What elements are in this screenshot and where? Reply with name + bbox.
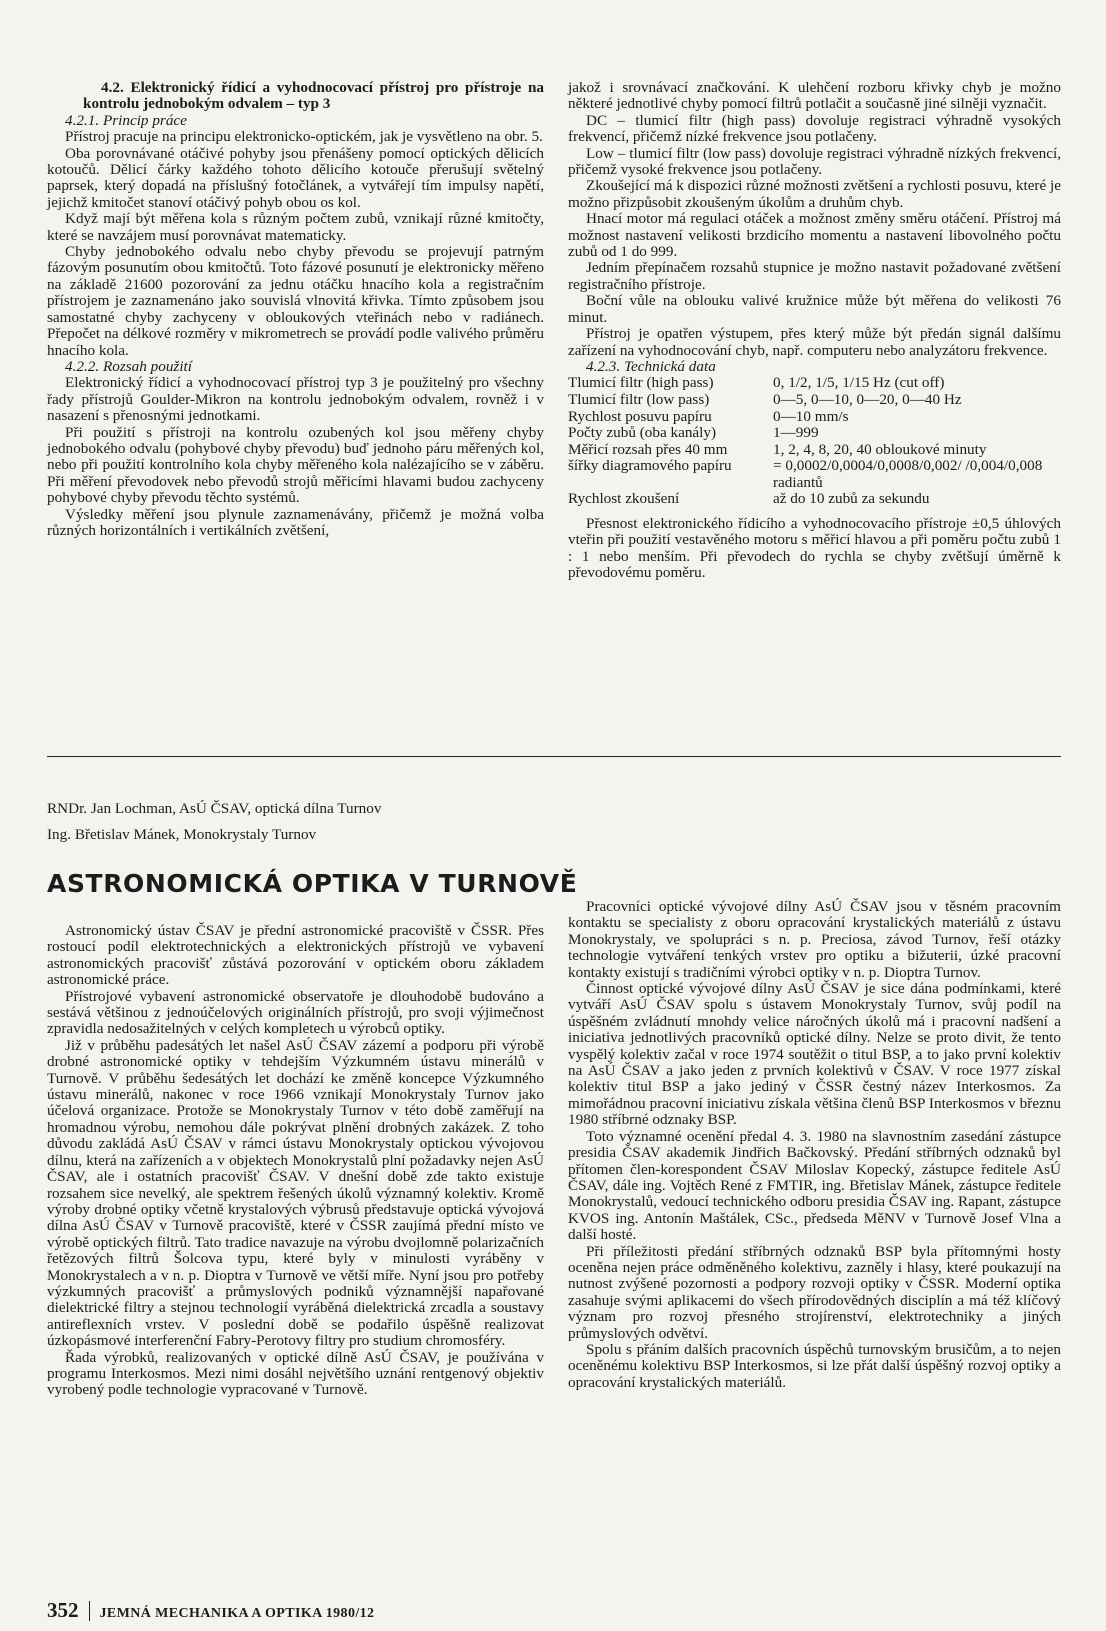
table-row	[568, 425, 1061, 442]
table-cell-value: = 0,0002/0,0004/0,0008/0,002/ /0,004/0,008 radiantů	[773, 457, 1043, 491]
table-row	[568, 392, 1061, 409]
table-row	[568, 458, 1061, 491]
paragraph: Když mají být měřena kola s různým počtem zubů, vznikají různé kmitočty, které se navzájem musí porovnávat matematicky.	[47, 210, 544, 244]
table-cell-value: 1—999	[773, 424, 819, 442]
bottom-left-column	[47, 923, 544, 1399]
paragraph: Přístroj je opatřen výstupem, přes který může být předán signál dalšímu zařízení na vyhodnocování chyb, např. computeru nebo analyzátoru frekvence.	[568, 325, 1061, 359]
paragraph: Přesnost elektronického řídicího a vyhodnocovacího přístroje ±0,5 úhlových vteřin při použití vestavěného motoru s měřicí hlavou a při poměru počtu zubů 1 : 1 nebo menším. Při převodech do rychla se chyby zvětšují úměrně k převodovému poměru.	[568, 515, 1061, 582]
table-row	[568, 491, 1061, 508]
table-cell-label: Rychlost zkoušení	[568, 490, 680, 508]
paragraph: Spolu s přáním dalších pracovních úspěchů turnovským brusičům, a to nejen oceněnému kolektivu BSP Interkosmos, si lze přát další úspěšný rozvoj optiky a opracování krystalických materiálů.	[568, 1340, 1061, 1391]
table-cell-label: Měřicí rozsah přes 40 mm	[568, 440, 728, 458]
paragraph: Zkoušející má k dispozici různé možnosti zvětšení a rychlosti posuvu, které je možno přizpůsobit zkoušeným úkolům a druhům chyb.	[568, 177, 1061, 211]
table-cell-value: 0, 1/2, 1/5, 1/15 Hz (cut off)	[773, 374, 945, 392]
section-divider	[47, 756, 1061, 757]
top-left-column	[47, 80, 544, 539]
technical-data-table	[568, 375, 1061, 508]
paragraph: Astronomický ústav ČSAV je přední astronomické pracoviště v ČSSR. Přes rostoucí podíl elektrotechnických a elektronických přístrojů ve vybavení astronomických pracovišť zůstává pozorování v optickém oboru základem astronomické práce.	[47, 922, 544, 989]
subsection-heading-scope: 4.2.2. Rozsah použití	[65, 357, 192, 375]
table-cell-label: Tlumicí filtr (high pass)	[568, 374, 714, 392]
table-cell-value: 1, 2, 4, 8, 20, 40 obloukové minuty	[773, 440, 987, 458]
table-cell-label: Počty zubů (oba kanály)	[568, 424, 717, 442]
paragraph: Hnací motor má regulaci otáček a možnost změny směru otáčení. Přístroj má možnost nastavení velikosti brzdicího momentu a nastavení libovolného počtu zubů od 1 do 999.	[568, 210, 1061, 261]
top-right-column	[568, 80, 1061, 582]
table-cell-value: 0—10 mm/s	[773, 407, 849, 425]
paragraph: Elektronický řídicí a vyhodnocovací přístroj typ 3 je použitelný pro všechny řady přístrojů Goulder-Mikron na kontrolu jednobokým odvalem, rovněž i v nasazení s přenosnými jednotkami.	[47, 374, 544, 425]
table-cell-label: Tlumicí filtr (low pass)	[568, 390, 710, 408]
table-cell-value: 0—5, 0—10, 0—20, 0—40 Hz	[773, 390, 962, 408]
table-cell-label: Rychlost posuvu papíru	[568, 407, 712, 425]
paragraph: Řada výrobků, realizovaných v optické dílně AsÚ ČSAV, je používána v programu Interkosmos. Mezi nimi dosáhl největšího uznání rentgenový objektiv vyrobený podle technologie vypracované v Turnově.	[47, 1348, 544, 1399]
page-footer	[47, 1598, 374, 1623]
paragraph: Toto významné ocenění předal 4. 3. 1980 na slavnostním zasedání zástupce presidia ČSAV akademik Jindřich Bačkovský. Předání stříbrných odznaků byl přítomen člen-korespondent ČSAV Miloslav Kopecký, zástupce ředitele AsÚ ČSAV, dále ing. Vojtěch René z FMTIR, ing. Břetislav Mánek, zástupce ředitele Monokrystalů, vedoucí technického odboru presidia ČSAV ing. Rapant, zástupce KVOS ing. Antonín Maštálek, CSc., předseda MěNV v Turnově Josef Vlna a další hosté.	[568, 1127, 1061, 1244]
subsection-heading-technical-data: 4.2.3. Technická data	[586, 357, 716, 375]
table-cell-value: až do 10 zubů za sekundu	[773, 490, 930, 508]
section-heading: 4.2. Elektronický řídicí a vyhodnocovací přístroj pro přístroje na kontrolu jednobokým odvalem – typ 3	[83, 79, 544, 113]
paragraph: Přístroj pracuje na principu elektronicko-optickém, jak je vysvětleno na obr. 5.	[65, 128, 543, 146]
bottom-right-column	[568, 899, 1061, 1391]
paragraph: Pracovníci optické vývojové dílny AsÚ ČSAV jsou v těsném pracovním kontaktu se specialisty z oboru opracování krystalických materiálů z ústavu Monokrystaly, ve spolupráci s n. p. Preciosa, závod Turnov, řeší otázky technologie vytváření tenkých vrstev pro optiku a bižuterii, úzké pracovní kontakty existují s tradičními výrobci optiky v n. p. Dioptra Turnov.	[568, 898, 1061, 981]
paragraph: Přístrojové vybavení astronomické observatoře je dlouhodobě budováno a sestává většinou z jednoúčelových originálních přístrojů, pro svoji výjimečnost zpravidla nedosažitelných v celých kompletech u výrobců optiky.	[47, 987, 544, 1038]
table-row	[568, 375, 1061, 392]
paragraph: Při použití s přístroji na kontrolu ozubených kol jsou měřeny chyby jednobokého odvalu (pohybové chyby převodu) buď jednoho páru měřených kol, nebo při použití kontrolního kola chyby měřeného kola nalézajícího se v záběru. Při měření převodovek nebo převodů strojů měřicími hlavami budou zachyceny pohybové chyby převodu těchto systémů.	[47, 423, 544, 507]
subsection-heading-principle: 4.2.1. Princip práce	[65, 111, 187, 129]
paragraph: DC – tlumicí filtr (high pass) dovoluje registraci výhradně vysokých frekvencí, přičemž nízké frekvence jsou potlačeny.	[568, 111, 1061, 146]
article-title: ASTRONOMICKÁ OPTIKA V TURNOVĚ	[47, 869, 578, 898]
paragraph: Oba porovnávané otáčivé pohyby jsou přenášeny pomocí optických dělicích kotoučů. Dělicí čárky každého tohoto dělicího kotouče přerušují světelný paprsek, který dopadá na příslušný fotočlánek, a vytvářejí tím impulsy napětí, jejichž kmitočet stanoví otáčivý pohyb obou os kol.	[47, 144, 544, 211]
table-row	[568, 442, 1061, 459]
paragraph: Low – tlumicí filtr (low pass) dovoluje registraci výhradně nízkých frekvencí, přičemž vysoké frekvence jsou potlačeny.	[568, 144, 1061, 179]
article-authors	[47, 796, 381, 848]
paragraph: Činnost optické vývojové dílny AsÚ ČSAV je sice dána podmínkami, které vytváří AsÚ ČSAV spolu s ústavem Monokrystaly Turnov, svůj podíl na úspěšném zvládnutí mnohdy velice náročných úkolů má i pracovní nadšení a iniciativa jednotlivých pracovníků optické dílny. Nelze se proto divit, že tento vyspělý kolektiv začal v roce 1974 soutěžit o titul BSP, a to jako první kolektiv na AsÚ ČSAV a jako jeden z prvních kolektivů v ČSAV. V roce 1977 získal kolektiv titul BSP a jako jediný v ČSSR čestný název Interkosmos. Za mimořádnou pracovní iniciativu získala většina členů BSP Interkosmos v březnu 1980 stříbrné odznaky BSP.	[568, 980, 1061, 1129]
paragraph: Již v průběhu padesátých let našel AsÚ ČSAV zázemí a podporu při výrobě drobné astronomické optiky v tehdejším Výzkumném ústavu minerálů v Turnově. V průběhu šedesátých let dochází ke změně koncepce Výzkumného ústavu minerálů, nakonec v roce 1966 vznikají Monokrystaly Turnov jako účelová organizace. Protože se Monokrystaly Turnov v této době zaměřují na hromadnou výrobu, nemohou dále pokrývat plnění drobných zakázek. Z toho důvodu zakládá AsÚ ČSAV v rámci ústavu Monokrystaly optickou vývojovou dílnu, která na zařízeních a v objektech Monokrystalů plní požadavky nejen AsÚ ČSAV, ale i ostatních pracovišť ČSAV. V dnešní době zde takto existuje rozsahem sice nevelký, ale spektrem řešených úkolů významný kolektiv. Kromě výroby drobné optiky včetně krystalových výbrusů představuje optická vývojová dílna AsÚ ČSAV v Turnově pracoviště, které v ČSSR zaujímá přední místo ve výrobě optických filtrů. Tato tradice navazuje na výrobu dvojlomně polarizačních řetězových filtrů Šolcova typu, které byly v minulosti vyráběny v Monokrystalech a v n. p. Dioptra v Turnově ve větší míře. Nyní jsou pro potřeby výzkumných pracovišť a průmyslových podniků významnější napařované dielektrické filtry a stejnou technologií vyráběná dielektrická zrcadla a soustavy antireflexních vrstev. V poslední době se podařilo úspěšně realizovat úzkopásmové interferenční Fabry-Perotovy filtry pro studium chromosféry.	[47, 1036, 544, 1350]
table-cell-label: šířky diagramového papíru	[568, 457, 732, 475]
author-line: RNDr. Jan Lochman, AsÚ ČSAV, optická dílna Turnov	[47, 800, 382, 817]
paragraph: jakož i srovnávací značkování. K ulehčení rozboru křivky chyb je možno některé jednotlivé chyby pomocí filtrů potlačit a současně jiné silněji vyznačit.	[568, 79, 1061, 113]
journal-name: JEMNÁ MECHANIKA A OPTIKA 1980/12	[99, 1606, 375, 1621]
table-row	[568, 409, 1061, 426]
author-line: Ing. Břetislav Mánek, Monokrystaly Turnov	[47, 826, 317, 843]
paragraph: Výsledky měření jsou plynule zaznamenávány, přičemž je možná volba různých horizontálních i vertikálních zvětšení,	[47, 505, 544, 539]
paragraph: Při příležitosti předání stříbrných odznaků BSP byla přítomnými hosty oceněna nejen práce odměněného kolektivu, zazněly i hlasy, které poukazují na nutnost zvýšené pozornosti a podpory rozvoji optiky v ČSSR. Moderní optika zasahuje svými aplikacemi do všech přírodovědných disciplín a má též klíčový význam pro rozvoj přesného strojírenství, elektrotechniky a jiných průmyslových odvětví.	[568, 1242, 1061, 1342]
page-number: 352	[47, 1598, 79, 1622]
paragraph: Boční vůle na oblouku valivé kružnice může být měřena do velikosti 76 minut.	[568, 292, 1061, 326]
paragraph: Chyby jednobokého odvalu nebo chyby převodu se projevují patrným fázovým posunutím obou kmitočtů. Toto fázové posunutí je elektronicky měřeno na základě 21600 pozorování za jednu otáčku hnacího kola a registračním přístrojem je zaznamenáno jako souvislá vlnovitá křivka. Tímto způsobem jsou samostatné chyby zachyceny v obloukových vteřinách nebo v radiánech. Přepočet na délkové rozměry v mikrometrech se provádí podle valivého průměru hnacího kola.	[47, 243, 544, 359]
paragraph: Jedním přepínačem rozsahů stupnice je možno nastavit požadované zvětšení registračního přístroje.	[568, 259, 1061, 293]
footer-separator	[89, 1601, 90, 1621]
